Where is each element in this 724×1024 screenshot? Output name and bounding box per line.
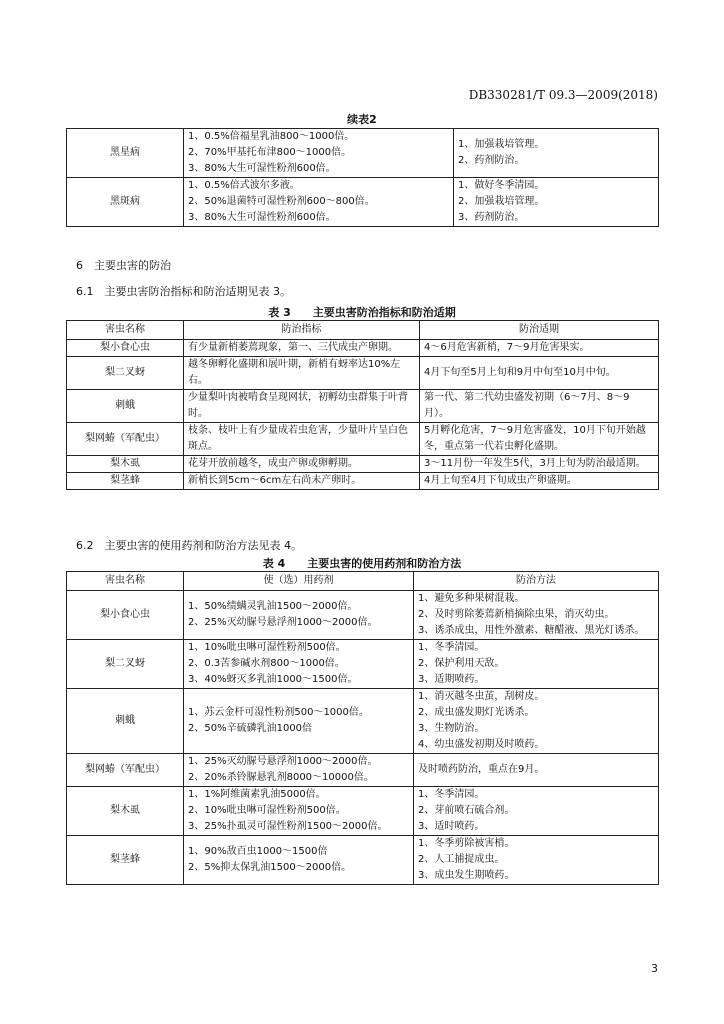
section-6-2-heading: 6.2 主要虫害的使用药剂和防治方法见表 4。 xyxy=(76,539,302,552)
agent-cell-line: 2、0.3苦参碱水剂800～1000倍。 xyxy=(188,658,345,669)
method-cell-line: 2、加强栽培管理。 xyxy=(458,196,545,207)
control-period-cell: 4～6月危害新梢，7～9月危害果实。 xyxy=(420,340,659,357)
method-cell-line: 2、及时剪除萎蔫新梢摘除虫果，消灭幼虫。 xyxy=(418,609,615,620)
document-code-header: DB330281/T 09.3—2009(2018) xyxy=(468,88,658,102)
control-index-cell: 枝条、枝叶上有少量成若虫危害，少量叶片呈白色斑点。 xyxy=(184,423,420,456)
table-row xyxy=(67,340,659,357)
method-cell-line: 2、成虫盛发期灯光诱杀。 xyxy=(418,707,535,718)
agent-cell-line: 1、10%吡虫啉可湿性粉剂500倍。 xyxy=(188,642,346,653)
control-index-cell: 有少量新梢萎蔫现象，第一、三代成虫产卵期。 xyxy=(184,340,420,357)
table-row xyxy=(67,473,659,490)
agent-cell-line: 3、25%扑虱灵可湿性粉剂1500～2000倍。 xyxy=(188,821,388,832)
method-cell-line: 3、生物防治。 xyxy=(418,723,485,734)
table-4-header-cell: 使（选）用药剂 xyxy=(184,572,414,591)
pest-name-cell: 梨二叉蚜 xyxy=(67,640,184,689)
table-row xyxy=(67,754,659,787)
agent-cell xyxy=(184,178,454,227)
method-cell-line: 2、芽前喷石硫合剂。 xyxy=(418,805,515,816)
pest-name-cell: 刺蛾 xyxy=(67,689,184,754)
disease-name-cell: 黑斑病 xyxy=(67,178,184,227)
method-cell-line: 3、成虫发生期喷药。 xyxy=(418,870,515,881)
method-cell xyxy=(454,178,659,227)
pest-name-cell: 梨木虱 xyxy=(67,787,184,836)
agent-cell-line: 2、25%灭幼脲号悬浮剂1000～2000倍。 xyxy=(188,617,378,628)
pest-name-cell: 梨小食心虫 xyxy=(67,591,184,640)
table-row xyxy=(67,787,659,836)
pest-name-cell: 梨二叉蚜 xyxy=(67,357,184,390)
method-cell xyxy=(414,836,659,885)
control-period-cell: 第一代、第二代幼虫盛发初期（6～7月、8～9月）。 xyxy=(420,390,659,423)
agent-cell xyxy=(184,129,454,178)
agent-cell-line: 2、50%退菌特可湿性粉剂600～800倍。 xyxy=(188,196,375,207)
table-3-header-cell: 防治指标 xyxy=(184,321,420,340)
control-period-cell: 3～11月份一年发生5代，3月上旬为防治最适期。 xyxy=(420,456,659,473)
method-cell-line: 4、幼虫盛发初期及时喷药。 xyxy=(418,739,545,750)
agent-cell-line: 2、70%甲基托布津800～1000倍。 xyxy=(188,147,352,158)
method-cell-line: 3、药剂防治。 xyxy=(458,212,525,223)
agent-cell-line: 2、5%抑太保乳油1500～2000倍。 xyxy=(188,862,352,873)
agent-cell-line: 3、80%大生可湿性粉剂600倍。 xyxy=(188,163,336,174)
table-row xyxy=(67,836,659,885)
agent-cell-line: 3、40%蚜灭多乳油1000～1500倍。 xyxy=(188,674,358,685)
pest-name-cell: 梨茎蜂 xyxy=(67,473,184,490)
control-index-cell: 新梢长到5cm～6cm左右尚未产卵时。 xyxy=(184,473,420,490)
agent-cell-line: 1、50%绩螨灵乳油1500～2000倍。 xyxy=(188,601,358,612)
agent-cell-line: 2、20%杀铃脲悬乳剂8000～10000倍。 xyxy=(188,772,374,783)
agent-cell xyxy=(184,591,414,640)
agent-cell xyxy=(184,836,414,885)
method-cell xyxy=(454,129,659,178)
table-3-title: 表 3 主要虫害防治指标和防治适期 xyxy=(268,306,456,319)
table-row xyxy=(67,689,659,754)
table-4-header-cell: 防治方法 xyxy=(414,572,659,591)
table-row xyxy=(67,591,659,640)
method-cell-line: 1、避免多种果树混栽。 xyxy=(418,593,525,604)
agent-cell xyxy=(184,640,414,689)
agent-cell xyxy=(184,689,414,754)
method-cell-line: 1、做好冬季清园。 xyxy=(458,180,545,191)
agent-cell-line: 1、0.5%倍福星乳油800～1000倍。 xyxy=(188,131,355,142)
control-index-cell: 越冬卵孵化盛期和展叶期，新梢有蚜率达10%左右。 xyxy=(184,357,420,390)
method-cell-line: 1、冬季剪除被害梢。 xyxy=(418,838,515,849)
pest-name-cell: 梨小食心虫 xyxy=(67,340,184,357)
agent-cell-line: 1、25%灭幼脲号悬浮剂1000～2000倍。 xyxy=(188,756,378,767)
table-3-header-cell: 防治适期 xyxy=(420,321,659,340)
method-cell-line: 1、冬季清园。 xyxy=(418,789,485,800)
table-row xyxy=(67,423,659,456)
method-cell-line: 1、消灭越冬虫茧，刮树皮。 xyxy=(418,691,545,702)
method-cell-line: 1、加强栽培管理。 xyxy=(458,139,545,150)
section-6-1-heading: 6.1 主要虫害防治指标和防治适期见表 3。 xyxy=(76,285,291,298)
method-cell xyxy=(414,787,659,836)
pest-name-cell: 梨网蝽（军配虫） xyxy=(67,754,184,787)
agent-cell xyxy=(184,754,414,787)
agent-cell-line: 1、90%敌百虫1000～1500倍 xyxy=(188,846,328,857)
method-cell xyxy=(414,640,659,689)
method-cell-line: 2、保护利用天敌。 xyxy=(418,658,505,669)
pest-name-cell: 梨木虱 xyxy=(67,456,184,473)
agent-cell-line: 2、50%辛硫磷乳油1000倍 xyxy=(188,723,313,734)
control-index-cell: 花芽开放前越冬，成虫产卵或卵孵期。 xyxy=(184,456,420,473)
agent-cell-line: 3、80%大生可湿性粉剂600倍。 xyxy=(188,212,336,223)
continued-table-title: 续表2 xyxy=(347,113,377,126)
method-cell xyxy=(414,591,659,640)
table-3 xyxy=(66,320,659,490)
pest-name-cell: 刺蛾 xyxy=(67,390,184,423)
pest-name-cell: 梨茎蜂 xyxy=(67,836,184,885)
table-row xyxy=(67,357,659,390)
control-period-cell: 4月上旬至4月下旬成虫产卵盛期。 xyxy=(420,473,659,490)
method-cell-line: 3、适期喷药。 xyxy=(418,674,485,685)
table-4 xyxy=(66,571,659,885)
disease-name-cell: 黑星病 xyxy=(67,129,184,178)
table-row xyxy=(67,456,659,473)
continued-table-2 xyxy=(66,128,659,227)
method-cell-line: 及时喷药防治，重点在9月。 xyxy=(418,764,545,775)
control-index-cell: 少量梨叶肉被啃食呈现网状，初孵幼虫群集于叶背时。 xyxy=(184,390,420,423)
table-row xyxy=(67,129,659,178)
agent-cell-line: 1、0.5%倍式波尔多液。 xyxy=(188,180,300,191)
control-period-cell: 5月孵化危害，7～9月危害盛发，10月下旬开始越冬，重点第一代若虫孵化盛期。 xyxy=(420,423,659,456)
table-row xyxy=(67,640,659,689)
method-cell-line: 2、药剂防治。 xyxy=(458,155,525,166)
method-cell-line: 3、诱杀成虫，用性外激素、糖醋液、黑光灯诱杀。 xyxy=(418,625,645,636)
agent-cell xyxy=(184,787,414,836)
agent-cell-line: 2、10%吡虫啉可湿性粉剂500倍。 xyxy=(188,805,346,816)
table-4-title: 表 4 主要虫害的使用药剂和防治方法 xyxy=(262,557,462,570)
table-4-header-cell: 害虫名称 xyxy=(67,572,184,591)
page-number: 3 xyxy=(651,962,658,975)
table-row xyxy=(67,390,659,423)
method-cell-line: 1、冬季清园。 xyxy=(418,642,485,653)
pest-name-cell: 梨网蝽（军配虫） xyxy=(67,423,184,456)
table-3-header-cell: 害虫名称 xyxy=(67,321,184,340)
method-cell-line: 3、适时喷药。 xyxy=(418,821,485,832)
section-6-heading: 6 主要虫害的防治 xyxy=(76,259,171,272)
table-row xyxy=(67,178,659,227)
agent-cell-line: 1、苏云金杆可湿性粉剂500～1000倍。 xyxy=(188,707,369,718)
control-period-cell: 4月下旬至5月上旬和9月中旬至10月中旬。 xyxy=(420,357,659,390)
method-cell xyxy=(414,754,659,787)
agent-cell-line: 1、1%阿维菌素乳油5000倍。 xyxy=(188,789,326,800)
method-cell-line: 2、人工捕捉成虫。 xyxy=(418,854,505,865)
method-cell xyxy=(414,689,659,754)
